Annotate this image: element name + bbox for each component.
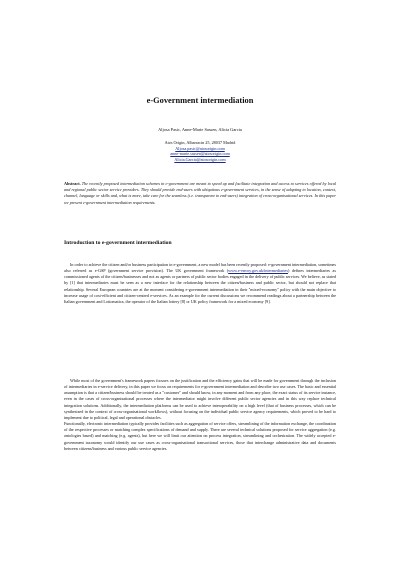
paragraph-text: ) defines intermediaries as commissioned agents of the citizen/businesses and not as agents or partners of public sector bodies engaged in the delivery of public services. We believe, as stated by [1] that intermediaries must be seen as a new interface for the relationship between the citizen/business and public sector, but should not replace that relationship. Several European countries are at the moment considering e-government intermediation in their "mixed-economy" policy with the main objective to increase usage of cost-efficient and citizen-centred e-services. As an example for the current discussions we recommend readings about a partnership between the Italian government and Lottomatica, the operator of the Italian lottery [8] or UK policy framework for a mixed economy [9]. — [64, 268, 336, 304]
affiliation: Atos Origin, Albarracin 25, 28037 Madrid — [164, 140, 236, 145]
email-link[interactable]: Alicia.Garcia@atosorigin.com — [174, 156, 226, 162]
framework-link[interactable]: www.e-envoy.gov.uk/intermediaries — [228, 268, 288, 274]
abstract — [64, 181, 336, 206]
email-link[interactable]: anne-marie.sassen@atosorigin.com — [170, 151, 230, 157]
paragraph-text: Functionally, electronic intermediation typically provides facilities such as aggregation of service offers, streamlining of the information exchange, the coordination of the respective processes or matching complex specifications of demand and supply. There are several technical solutions proposed for service aggregation (e.g. ontologies based) and matching (e.g. agents), but here we will limit our attention on process integration, streamlining and orchestration. The widely accepted e-government taxonomy would identify our use cases as cross-organisational transactional services, those that interchange administrative data and documents between citizens/business and various public service agencies. — [64, 421, 336, 451]
affiliation-block — [0, 140, 400, 162]
paragraph-1 — [64, 262, 336, 305]
email-link[interactable]: Aljosa.pasic@atosorigin.com — [175, 145, 225, 151]
paragraph-text: While most of the government's framework papers focuses on the justification and the efficiency gains that will be made for government through the inclusion of intermediaries in e-service delivery, in this paper we focus on requirements for e-government intermediation and describe two use cases. The basic and essential assumption is that a citizen/business should be treated as a "customer" and should know, in any moment and from any place, the exact status of its service instance, even in the cases of cross-organisational processes where the intermediator might involve different public sector agencies and in this way replace technical integration solutions. Additionally, the intermediation platforms can be used to achieve interoperability on a high level (that of business processes, which can be synthesized in the context of cross-organisational workflows), without focusing on the individual public service agency requirements, which proved to be hard to implement due to political, legal and operational obstacles. — [64, 378, 336, 420]
paragraph-text: In order to achieve the citizen and/or business participation in e-government, a new model has been recently proposed: e-government intermediation, sometimes also referred as e-GSP (government service provision). The UK government framework ( — [64, 262, 336, 274]
abstract-text: The recently proposed intermediation schemes in e-government are meant to speed up and facilitate integration and access to services offered by local and regional public sector service providers. They should provide end-users with ubiquitous e-government services, in the sense of adapting to location, context, channel, language or skills and, what is more, take care for the seamless (i.e. transparent to end-users) integration of cross-organisational services. In this paper we present e-government intermediation requirements. — [64, 181, 336, 205]
author-list: Aljosa Pasic, Anne-Marie Sassen, Alicia Garcia — [158, 127, 242, 132]
section-heading: Introduction to e-government intermediation — [64, 240, 172, 246]
paragraph-2 — [64, 378, 336, 452]
abstract-label: Abstract. — [64, 181, 81, 186]
paper-title: e-Government intermediation — [146, 96, 254, 105]
